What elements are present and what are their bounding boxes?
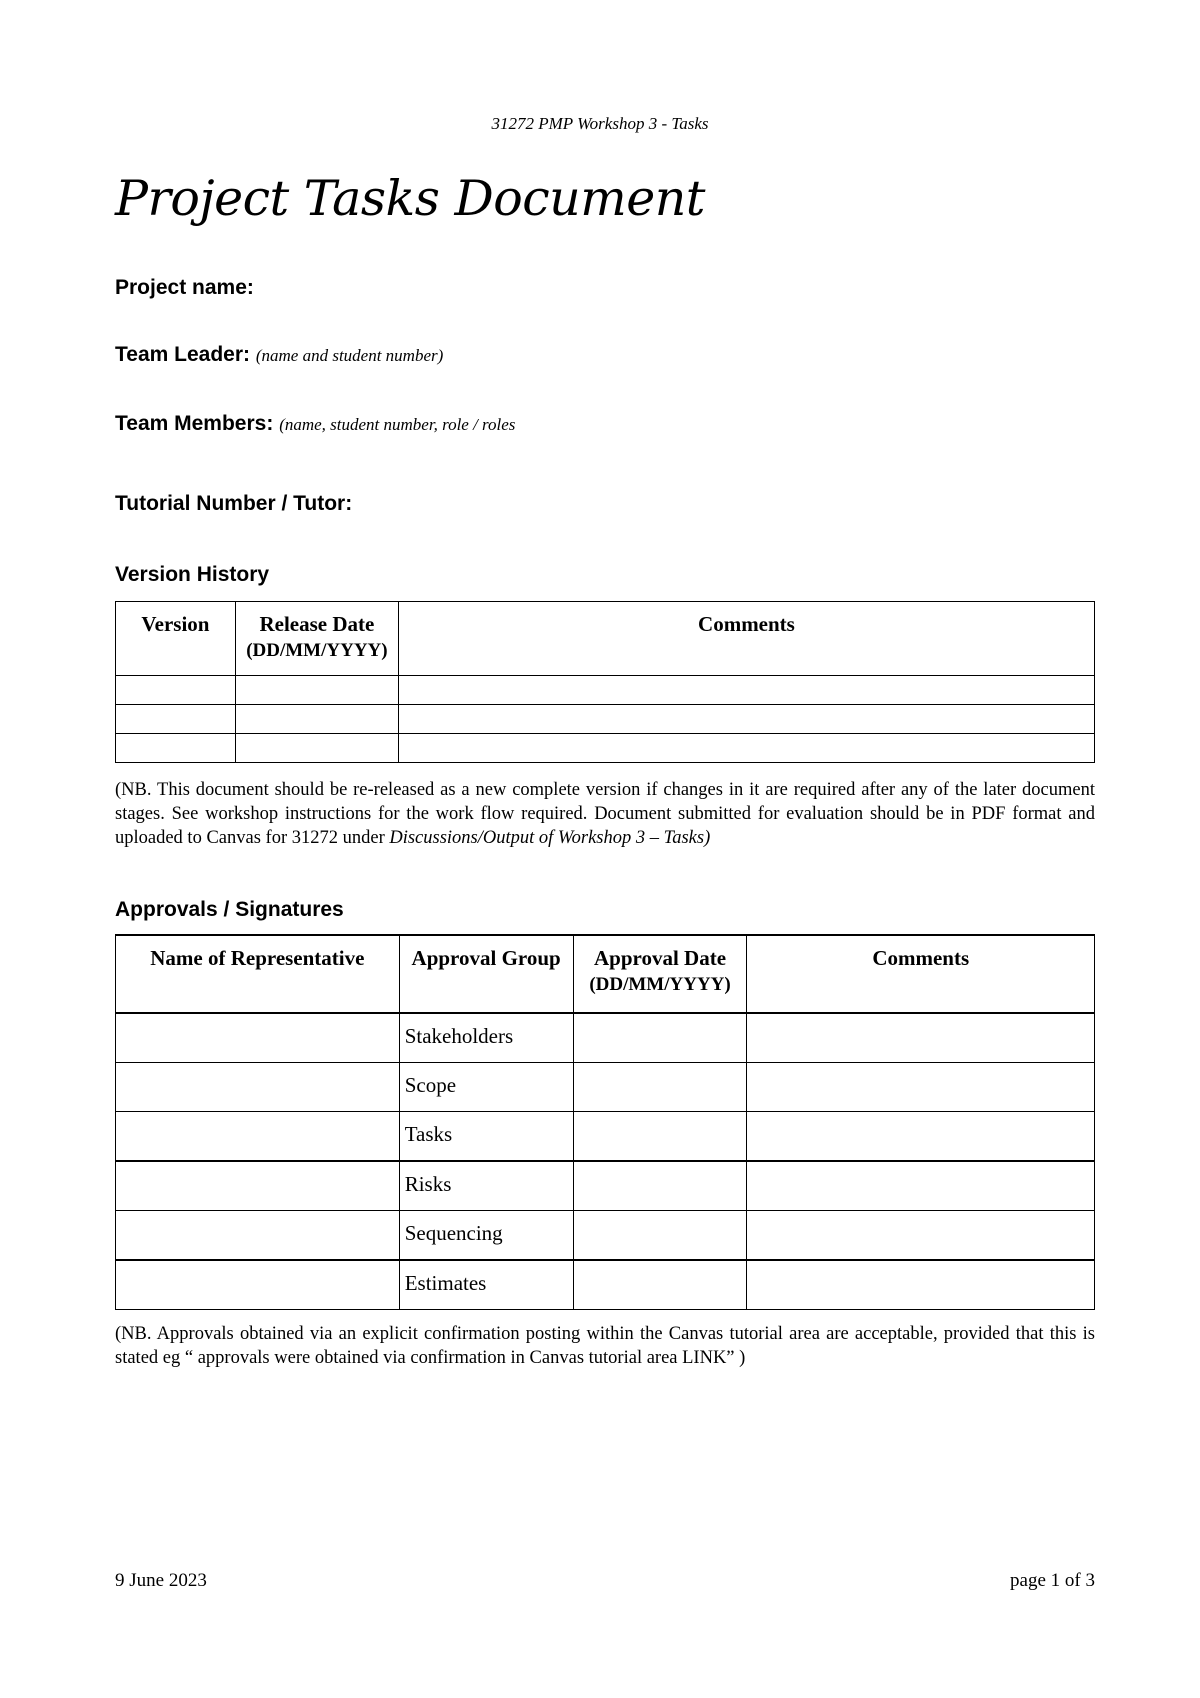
release-date-cell[interactable]: [235, 734, 398, 763]
approval-date-cell[interactable]: [573, 1013, 747, 1063]
release-date-cell[interactable]: [235, 676, 398, 705]
comments-cell[interactable]: [398, 734, 1094, 763]
table-row: [116, 1063, 1095, 1112]
approval-date-format: (DD/MM/YYYY): [589, 974, 731, 995]
approval-date-cell[interactable]: [573, 1161, 747, 1211]
approval-date-cell[interactable]: [573, 1211, 747, 1261]
table-row: [116, 1013, 1095, 1063]
tutorial-label: [115, 492, 352, 516]
footer-date: 9 June 2023: [115, 1570, 207, 1591]
approval-group-cell: Risks: [399, 1161, 573, 1211]
approval-comments-cell[interactable]: [747, 1260, 1095, 1310]
approval-date-cell[interactable]: [573, 1112, 747, 1162]
approval-group-cell: Stakeholders: [399, 1013, 573, 1063]
team-members-label: [115, 412, 515, 436]
representative-cell[interactable]: [116, 1211, 400, 1261]
document-title: Project Tasks Document: [115, 170, 705, 227]
table-row: [116, 1260, 1095, 1310]
version-cell[interactable]: [116, 734, 236, 763]
team-leader-label: [115, 343, 443, 367]
team-members-hint: (name, student number, role / roles: [279, 415, 516, 434]
approvals-comments-col-header: Comments: [747, 935, 1095, 1013]
release-date-col-header: Release Date (DD/MM/YYYY): [235, 602, 398, 676]
release-date-format: (DD/MM/YYYY): [246, 640, 388, 661]
representative-cell[interactable]: [116, 1063, 400, 1112]
team-leader-text: Team Leader:: [115, 343, 250, 366]
approval-group-cell: Estimates: [399, 1260, 573, 1310]
version-note: [115, 778, 1095, 850]
approvals-header-row: [116, 935, 1095, 1013]
table-row: [116, 1161, 1095, 1211]
version-note-link-text: Discussions/Output of Workshop 3 – Tasks): [389, 828, 711, 848]
approval-date-cell[interactable]: [573, 1260, 747, 1310]
table-row: [116, 676, 1095, 705]
representative-cell[interactable]: [116, 1112, 400, 1162]
approvals-heading: Approvals / Signatures: [115, 898, 344, 921]
approval-date-col-header: Approval Date (DD/MM/YYYY): [573, 935, 747, 1013]
version-cell[interactable]: [116, 705, 236, 734]
approval-comments-cell[interactable]: [747, 1161, 1095, 1211]
approvals-table: [115, 934, 1095, 1310]
representative-cell[interactable]: [116, 1260, 400, 1310]
release-date-cell[interactable]: [235, 705, 398, 734]
comments-cell[interactable]: [398, 705, 1094, 734]
table-row: [116, 1112, 1095, 1162]
version-history-heading: Version History: [115, 563, 270, 586]
approval-comments-cell[interactable]: [747, 1013, 1095, 1063]
approval-group-cell: Scope: [399, 1063, 573, 1112]
version-header-row: [116, 602, 1095, 676]
representative-col-header: Name of Representative: [116, 935, 400, 1013]
approval-date-cell[interactable]: [573, 1063, 747, 1112]
tutorial-text: Tutorial Number / Tutor:: [115, 492, 353, 515]
table-row: [116, 1211, 1095, 1261]
approvals-note: (NB. Approvals obtained via an explicit confirmation posting within the Canvas tutorial area are acceptable, provided that this is stated eg “ approvals were obtained via confirmation in Canvas tutorial area LINK” ): [115, 1324, 1095, 1368]
team-members-text: Team Members:: [115, 412, 274, 435]
comments-cell[interactable]: [398, 676, 1094, 705]
footer-page-number: page 1 of 3: [1010, 1570, 1095, 1591]
representative-cell[interactable]: [116, 1161, 400, 1211]
version-col-header: Version: [116, 602, 236, 676]
version-comments-col-header: Comments: [398, 602, 1094, 676]
project-name-text: Project name:: [115, 276, 254, 299]
representative-cell[interactable]: [116, 1013, 400, 1063]
approval-comments-cell[interactable]: [747, 1112, 1095, 1162]
approval-group-col-header: Approval Group: [399, 935, 573, 1013]
approval-group-cell: Tasks: [399, 1112, 573, 1162]
version-note-text: (NB. This document should be re-released as a new complete version if changes in it are required after any of the later document stages. See workshop instructions for the work flow required. Document submitted for evaluation should be in PDF format and uploaded to Canvas for 31272 under: [115, 780, 1095, 848]
approval-group-cell: Sequencing: [399, 1211, 573, 1261]
approval-comments-cell[interactable]: [747, 1211, 1095, 1261]
version-cell[interactable]: [116, 676, 236, 705]
table-row: [116, 705, 1095, 734]
running-header: 31272 PMP Workshop 3 - Tasks: [491, 114, 709, 133]
team-leader-hint: (name and student number): [255, 346, 444, 365]
approval-comments-cell[interactable]: [747, 1063, 1095, 1112]
version-history-table: [115, 601, 1095, 763]
project-name-label: [115, 276, 254, 300]
table-row: [116, 734, 1095, 763]
